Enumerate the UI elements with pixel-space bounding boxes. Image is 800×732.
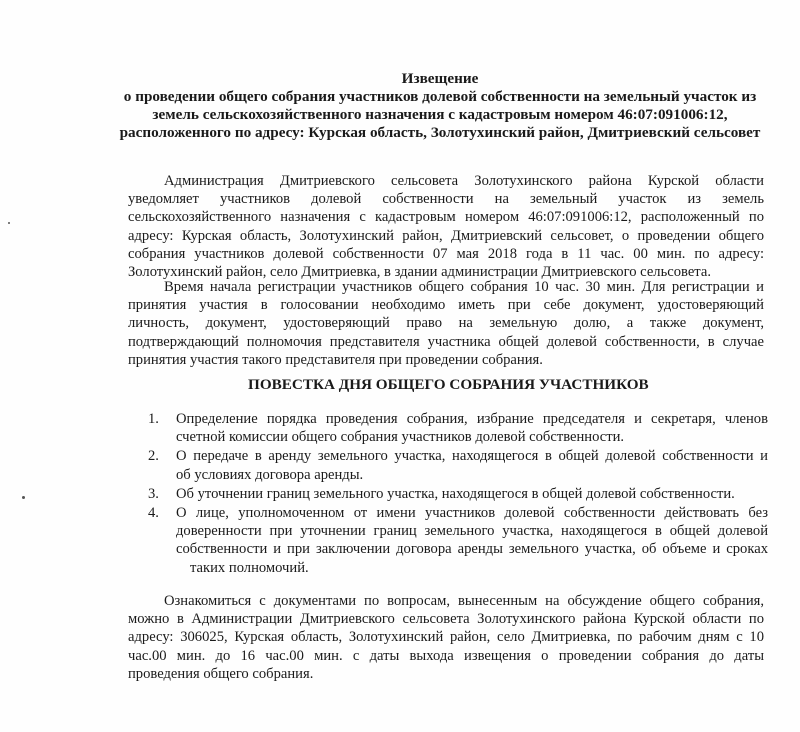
text-line: личность, документ, удостоверяющий право на земельную долю, а также документ, <box>128 315 764 332</box>
agenda-item-number: 4. <box>148 505 159 522</box>
text-line: принятия участия такого представителя при проведении собрания. <box>128 351 543 368</box>
title-line: земель сельскохозяйственного назначения с кадастровым номером 46:07:091006:12, <box>152 106 728 123</box>
text-line: доверенности при уточнении границ земельного участка, находящегося в общей долевой <box>176 523 768 540</box>
text-line: собственности и при заключении договора аренды земельного участка, об объеме и сроках <box>176 541 768 558</box>
text-line: Определение порядка проведения собрания, избрание председателя и секретаря, членов <box>176 411 768 427</box>
text-line: О передаче в аренду земельного участка, находящегося в общей долевой собственности и <box>176 448 768 465</box>
text-line: можно в Администрации Дмитриевского сельсовета Золотухинского района Курской области по <box>128 611 764 628</box>
paragraph-notification <box>128 172 764 281</box>
title-line: о проведении общего собрания участников долевой собственности на земельный участок из <box>123 88 757 105</box>
agenda-item <box>146 504 768 577</box>
scan-dot <box>22 496 25 499</box>
text-line: час.00 мин. до 16 час.00 мин. с даты выхода извещения о проведении собрания до даты <box>128 647 764 664</box>
agenda-item <box>146 485 768 503</box>
text-line: подтверждающий полномочия представителя участника общей долевой собственности, в случае <box>128 333 764 350</box>
agenda-item <box>146 447 768 483</box>
agenda-item <box>146 410 768 446</box>
title-line: Извещение <box>401 70 479 87</box>
notice-title <box>110 70 770 142</box>
text-line: Время начала регистрации участников общего собрания 10 час. 30 мин. Для регистрации и <box>164 279 764 295</box>
text-line: принятия участия в голосовании необходимо иметь при себе документ, удостоверяющий <box>128 297 764 314</box>
paragraph-registration <box>128 278 764 369</box>
text-line: Ознакомиться с документами по вопросам, вынесенным на обсуждение общего собрания, <box>164 593 764 609</box>
text-line: адресу: 306025, Курская область, Золотухинский район, село Дмитриевка, по рабочим дням с 10 <box>128 629 764 646</box>
agenda-list <box>146 410 768 578</box>
agenda-item-number: 1. <box>148 411 159 427</box>
agenda-heading: ПОВЕСТКА ДНЯ ОБЩЕГО СОБРАНИЯ УЧАСТНИКОВ <box>248 376 649 393</box>
text-line: таких полномочий. <box>190 559 309 576</box>
title-line: расположенного по адресу: Курская область, Золотухинский район, Дмитриевский сельсовет <box>119 124 761 141</box>
text-line: Об уточнении границ земельного участка, находящегося в общей долевой собственности. <box>176 485 735 502</box>
text-line: уведомляет участников долевой собственности на земельный участок из земель <box>128 191 764 208</box>
text-line: адресу: Курская область, Золотухинский район, Дмитриевский сельсовет, о проведении общего <box>128 227 764 244</box>
text-line: собрания участников долевой собственности 07 мая 2018 года в 11 час. 00 мин. по адресу: <box>128 245 764 262</box>
text-line: О лице, уполномоченном от имени участников долевой собственности действовать без <box>176 505 768 522</box>
text-line: проведения общего собрания. <box>128 665 314 682</box>
agenda-item-number: 3. <box>148 485 159 502</box>
text-line: Администрация Дмитриевского сельсовета Золотухинского района Курской области <box>164 173 764 189</box>
text-line: об условиях договора аренды. <box>176 466 364 483</box>
text-line: сельскохозяйственного назначения с кадастровым номером 46:07:091006:12, расположенный по <box>128 209 764 226</box>
agenda-item-number: 2. <box>148 448 159 465</box>
scan-dot <box>8 222 10 224</box>
text-line: счетной комиссии общего собрания участников долевой собственности. <box>176 429 625 446</box>
paragraph-documents <box>128 592 764 683</box>
text-line: Золотухинский район, село Дмитриевка, в здании администрации Дмитриевского сельсовета. <box>128 263 711 280</box>
